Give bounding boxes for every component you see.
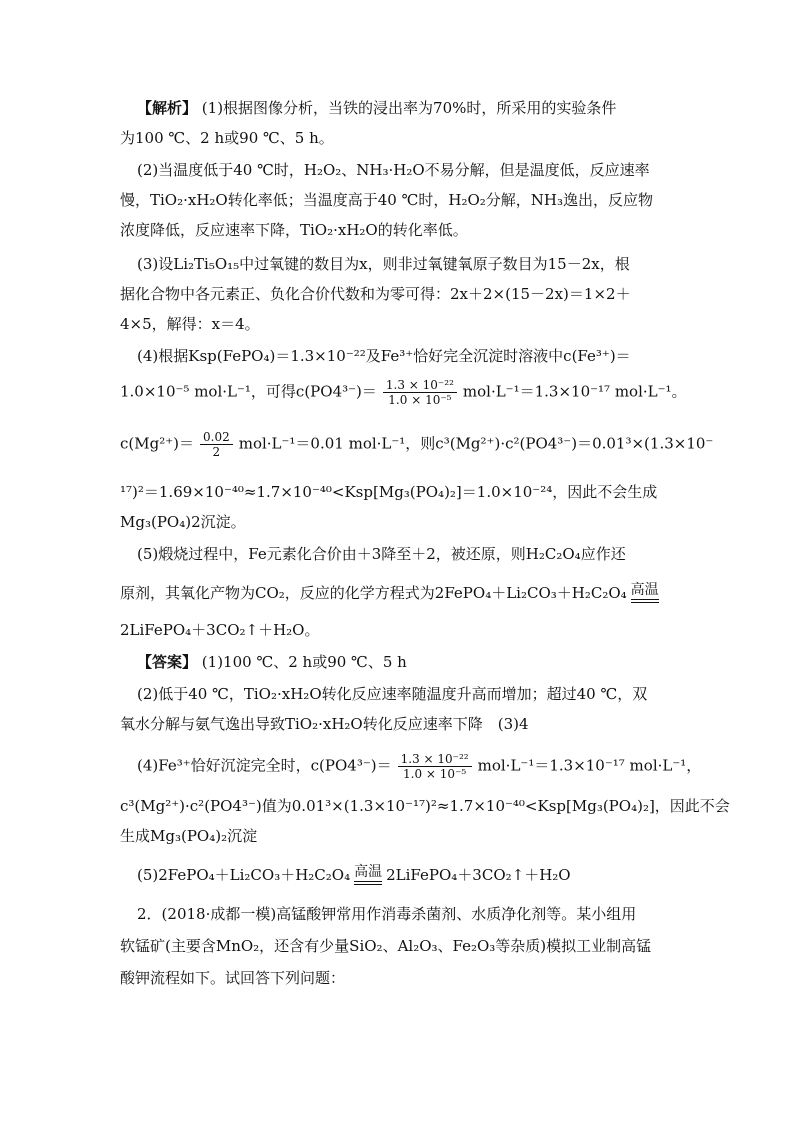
p4b-denominator: 1.0 × 10⁻⁵ — [388, 393, 452, 407]
question2-line1: 2．(2018·成都一模)高锰酸钾常用作消毒杀菌剂、水质净化剂等。某小组用 — [137, 905, 637, 923]
a4a-denominator: 1.0 × 10⁻⁵ — [403, 767, 467, 781]
p4c-numerator: 0.02 — [200, 430, 233, 445]
analysis-p4a: (4)根据Ksp(FePO₄)＝1.3×10⁻²²及Fe³⁺恰好完全沉淀时溶液中c(Fe³⁺)＝ — [137, 347, 631, 365]
analysis-p2a: (2)当温度低于40 ℃时，H₂O₂、NH₃·H₂O不易分解，但是温度低，反应速率 — [137, 161, 650, 179]
answer-a5 — [137, 864, 571, 885]
analysis-p3a: (3)设Li₂Ti₅O₁₅中过氧键的数目为x，则非过氧键氧原子数目为15－2x，根 — [137, 255, 630, 273]
analysis-p4c — [120, 430, 713, 459]
a5-pre: (5)2FePO₄＋Li₂CO₃＋H₂C₂O₄ — [137, 866, 351, 884]
a5-condition-text: 高温 — [354, 864, 383, 880]
p4b-numerator: 1.3 × 10⁻²² — [383, 378, 457, 393]
p4b-pre: 1.0×10⁻⁵ mol·L⁻¹，可得c(PO4³⁻)＝ — [120, 382, 377, 401]
a4a-post: mol·L⁻¹＝1.3×10⁻¹⁷ mol·L⁻¹， — [477, 756, 702, 775]
analysis-p5b — [120, 582, 663, 603]
a4a-numerator: 1.3 × 10⁻²² — [398, 752, 472, 767]
analysis-p3c: 4×5，解得：x＝4。 — [120, 315, 260, 333]
question2-line3: 酸钾流程如下。试回答下列问题： — [120, 969, 346, 987]
p4c-fraction — [200, 430, 233, 459]
analysis-p2c: 浓度降低，反应速率下降，TiO₂·xH₂O的转化率低。 — [120, 221, 468, 239]
answer-a4a — [137, 752, 701, 781]
answer-a4b: c³(Mg²⁺)·c²(PO4³⁻)值为0.01³×(1.3×10⁻¹⁷)²≈1.7×10⁻⁴⁰<Ksp[Mg₃(PO₄)₂]，因此不会 — [120, 797, 730, 815]
a5-reaction-condition — [354, 864, 382, 885]
answer-a2b: 氧水分解与氨气逸出导致TiO₂·xH₂O转化反应速率下降 (3)4 — [120, 715, 529, 733]
equilibrium-bar — [354, 881, 382, 885]
p4c-denominator: 2 — [212, 445, 221, 459]
analysis-p1 — [137, 98, 616, 118]
analysis-p4b — [120, 378, 687, 407]
analysis-label: 【解析】 — [137, 99, 198, 117]
equilibrium-bar — [631, 599, 659, 603]
answer-a2a: (2)低于40 ℃，TiO₂·xH₂O转化反应速率随温度升高而增加；超过40 ℃，双 — [137, 685, 648, 703]
analysis-p3b: 据化合物中各元素正、负化合价代数和为零可得：2x＋2×(15－2x)＝1×2＋ — [120, 285, 631, 303]
p4b-fraction — [383, 378, 457, 407]
p5b-pre: 原剂，其氧化产物为CO₂，反应的化学方程式为2FePO₄＋Li₂CO₃＋H₂C₂O₄ — [120, 584, 627, 602]
p5b-reaction-condition — [631, 582, 659, 603]
analysis-p5a: (5)煅烧过程中，Fe元素化合价由＋3降至＋2，被还原，则H₂C₂O₄应作还 — [137, 545, 626, 563]
analysis-p1b: 为100 ℃、2 h或90 ℃、5 h。 — [120, 129, 334, 147]
a4a-pre: (4)Fe³⁺恰好沉淀完全时，c(PO4³⁻)＝ — [137, 756, 392, 775]
question2-line2: 软锰矿(主要含MnO₂，还含有少量SiO₂、Al₂O₃、Fe₂O₃等杂质)模拟工业制高锰 — [120, 937, 652, 955]
answer-a4c: 生成Mg₃(PO₄)₂沉淀 — [120, 827, 258, 845]
analysis-p1-text: (1)根据图像分析，当铁的浸出率为70%时，所采用的实验条件 — [201, 99, 617, 117]
a4a-fraction — [398, 752, 472, 781]
p5b-condition-text: 高温 — [630, 582, 659, 598]
analysis-p2b: 慢，TiO₂·xH₂O转化率低；当温度高于40 ℃时，H₂O₂分解，NH₃逸出，反应物 — [120, 191, 653, 209]
answer-a1 — [137, 652, 407, 672]
analysis-p4d: ¹⁷)²＝1.69×10⁻⁴⁰≈1.7×10⁻⁴⁰<Ksp[Mg₃(PO₄)₂]＝1.0×10⁻²⁴，因此不会生成 — [120, 483, 658, 501]
p4c-pre: c(Mg²⁺)＝ — [120, 434, 194, 453]
answer-a1-text: (1)100 ℃、2 h或90 ℃、5 h — [201, 653, 407, 671]
p4b-post: mol·L⁻¹＝1.3×10⁻¹⁷ mol·L⁻¹。 — [462, 382, 687, 401]
a5-post: 2LiFePO₄＋3CO₂↑＋H₂O — [386, 866, 571, 884]
p4c-post: mol·L⁻¹＝0.01 mol·L⁻¹，则c³(Mg²⁺)·c²(PO4³⁻)＝0.01³×(1.3×10⁻ — [238, 434, 714, 453]
analysis-p4e: Mg₃(PO₄)2沉淀。 — [120, 513, 246, 531]
answer-label: 【答案】 — [137, 653, 198, 671]
analysis-p5c: 2LiFePO₄＋3CO₂↑＋H₂O。 — [120, 621, 320, 639]
